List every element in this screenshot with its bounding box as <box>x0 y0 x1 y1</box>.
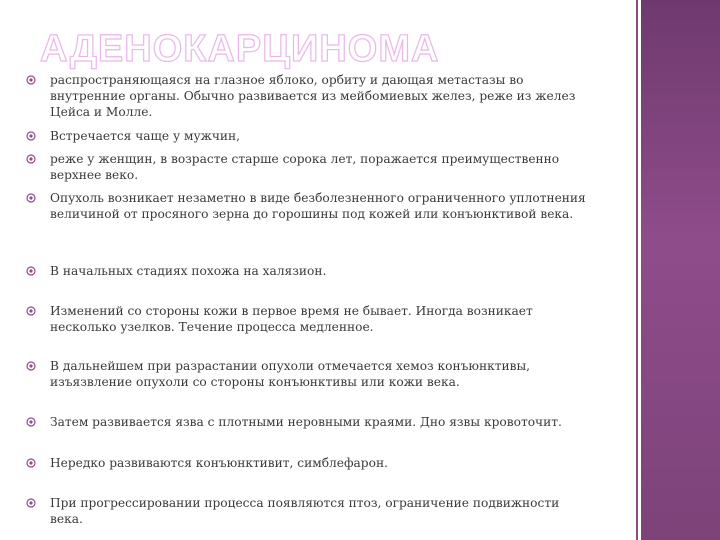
circled-dot-icon <box>26 75 36 85</box>
bullet-item <box>26 72 586 120</box>
bullet-item <box>26 151 586 183</box>
circled-dot-icon <box>26 361 36 371</box>
bullet-text: Затем развивается язва с плотными неровными краями. Дно язвы кровоточит. <box>50 415 562 429</box>
side-panel <box>641 0 720 540</box>
side-stripe <box>636 0 638 540</box>
bullet-text: Встречается чаще у мужчин, <box>50 129 241 143</box>
bullet-item <box>26 128 586 144</box>
circled-dot-icon <box>26 306 36 316</box>
bullet-item <box>26 495 586 527</box>
circled-dot-icon <box>26 498 36 508</box>
bullet-item <box>26 263 586 279</box>
bullet-text: Опухоль возникает незаметно в виде безболезненного ограниченного уплотнения величиной от просяного зерна до горошины под кожей или конъюнктивой века. <box>50 191 586 221</box>
bullet-item <box>26 190 586 222</box>
bullet-text: При прогрессировании процесса появляются птоз, ограничение подвижности века. <box>50 496 560 526</box>
bullet-text: В начальных стадиях похожа на халязион. <box>50 264 327 278</box>
bullet-item <box>26 303 586 335</box>
circled-dot-icon <box>26 417 36 427</box>
bullet-text: распространяющаяся на глазное яблоко, орбиту и дающая метастазы во внутренние органы. Обычно развивается из мейбомиевых желез, реже из желез Цейса и Молле. <box>50 73 576 119</box>
circled-dot-icon <box>26 193 36 203</box>
circled-dot-icon <box>26 458 36 468</box>
slide-title: АДЕНОКАРЦИНОМА <box>40 28 440 70</box>
bullet-item <box>26 414 586 430</box>
bullet-text: В дальнейшем при разрастании опухоли отмечается хемоз конъюнктивы, изъязвление опухоли со стороны конъюнктивы или кожи века. <box>50 359 531 389</box>
bullet-item <box>26 358 586 390</box>
circled-dot-icon <box>26 131 36 141</box>
circled-dot-icon <box>26 154 36 164</box>
bullet-text: Нередко развиваются конъюнктивит, симблефарон. <box>50 456 388 470</box>
bullet-item <box>26 455 586 471</box>
circled-dot-icon <box>26 266 36 276</box>
bullet-text: реже у женщин, в возрасте старше сорока лет, поражается преимущественно верхнее веко. <box>50 152 560 182</box>
bullet-text: Изменений со стороны кожи в первое время не бывает. Иногда возникает несколько узелков. Течение процесса медленное. <box>50 304 533 334</box>
